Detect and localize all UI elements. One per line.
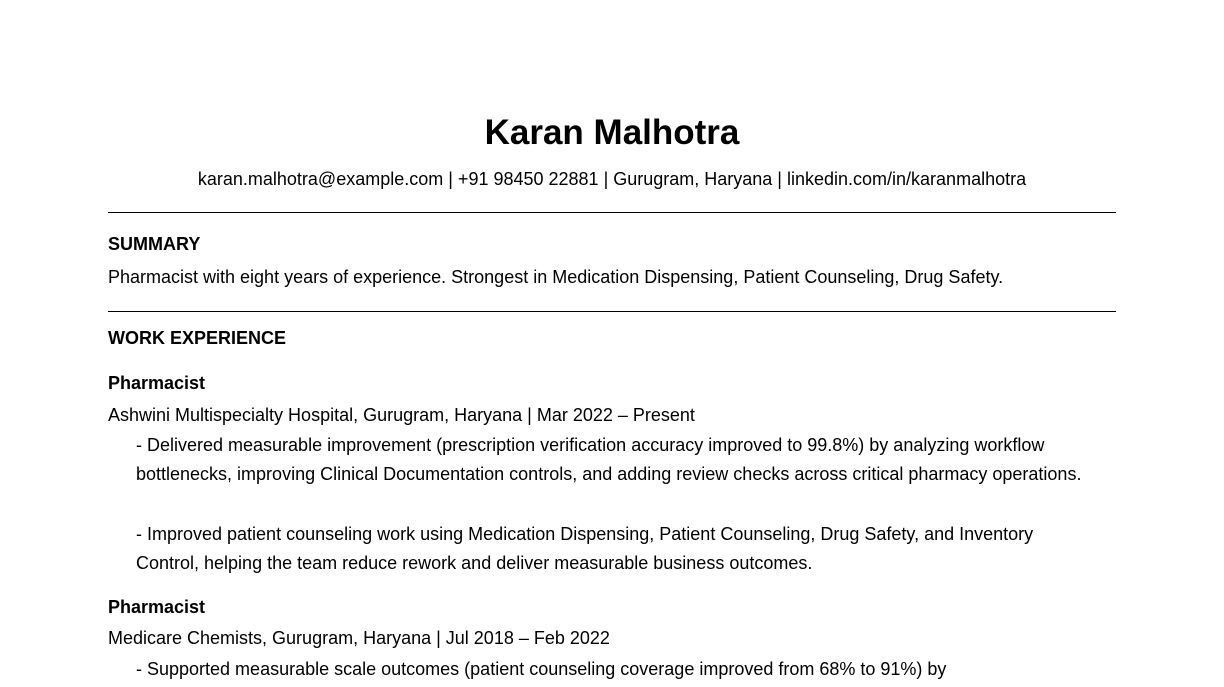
job-bullet: - Delivered measurable improvement (prescription verification accuracy improved to 99.8%) by analyzing workflow bottlenecks, improving Clinical Documentation controls, and adding review checks across critical pharmacy operations. bbox=[136, 435, 1082, 484]
job-title: Pharmacist bbox=[108, 597, 206, 617]
contact-line: karan.malhotra@example.com | +91 98450 22881 | Gurugram, Haryana | linkedin.com/in/karanmalhotra bbox=[197, 169, 1027, 189]
candidate-name: Karan Malhotra bbox=[484, 113, 740, 152]
job-title: Pharmacist bbox=[108, 373, 206, 393]
job-bullet: - Improved patient counseling work using Medication Dispensing, Patient Counseling, Drug Safety, and Inventory Control, helping the team reduce rework and deliver measurable business outcomes. bbox=[136, 524, 1034, 573]
job-meta: Ashwini Multispecialty Hospital, Gurugram, Haryana | Mar 2022 – Present bbox=[108, 405, 695, 425]
summary-text: Pharmacist with eight years of experience. Strongest in Medication Dispensing, Patient Counseling, Drug Safety. bbox=[108, 267, 1004, 287]
summary-heading: SUMMARY bbox=[108, 234, 201, 254]
job-meta: Medicare Chemists, Gurugram, Haryana | Jul 2018 – Feb 2022 bbox=[108, 628, 610, 648]
section-divider bbox=[108, 311, 1116, 312]
experience-heading: WORK EXPERIENCE bbox=[108, 328, 287, 348]
section-divider bbox=[108, 212, 1116, 213]
job-bullet: - Supported measurable scale outcomes (patient counseling coverage improved from 68% to 91%) by bbox=[136, 659, 947, 679]
